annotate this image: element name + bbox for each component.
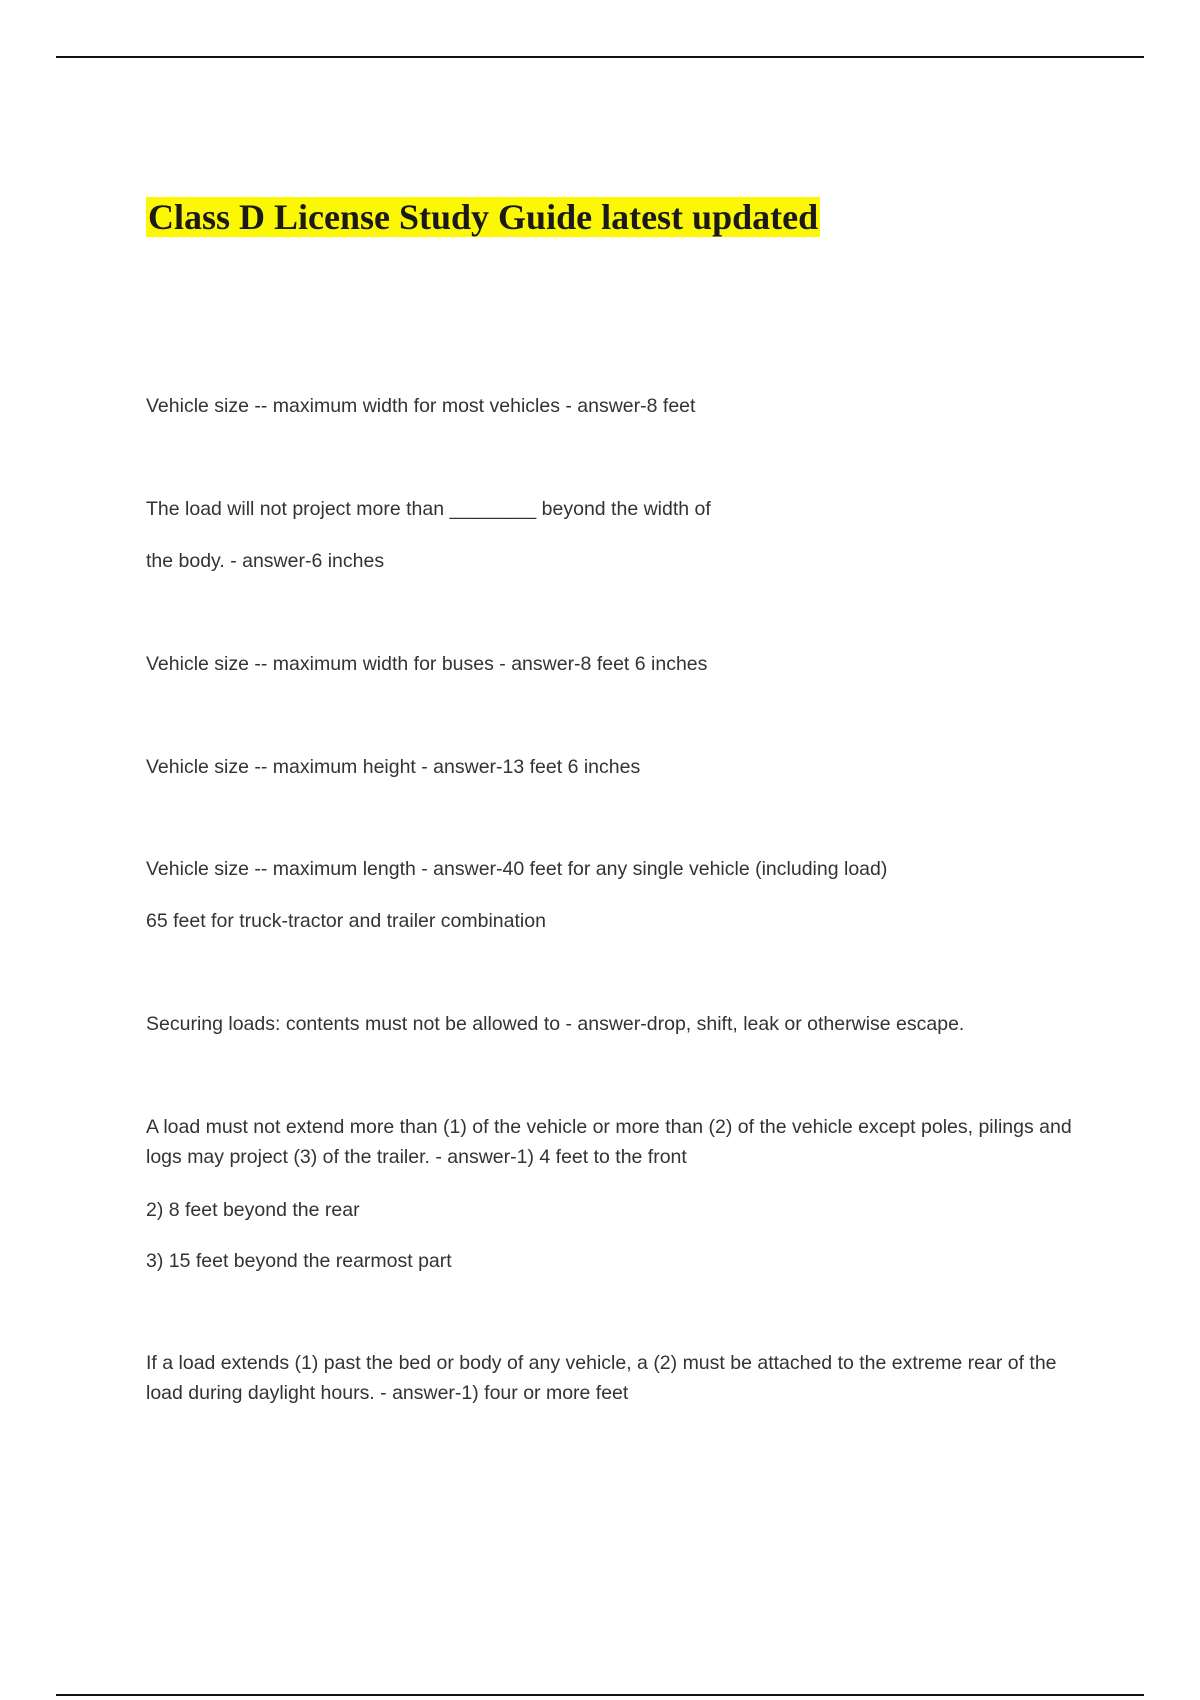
- entry-5-line-2: 65 feet for truck-tractor and trailer combination: [146, 910, 546, 932]
- top-rule: [56, 56, 1144, 58]
- page-title: [146, 194, 820, 240]
- entry-7-paragraph: A load must not extend more than (1) of the vehicle or more than (2) of the vehicle except poles, pilings and logs may project (3) of the trailer. - answer-1) 4 feet to the front: [146, 1116, 1072, 1168]
- entry-3-line-1: Vehicle size -- maximum width for buses - answer-8 feet 6 inches: [146, 653, 708, 675]
- entry-2-line-1: The load will not project more than ________ beyond the width of: [146, 498, 711, 520]
- page-title-highlight: Class D License Study Guide latest updated: [148, 197, 819, 237]
- entry-7-line-2: 2) 8 feet beyond the rear: [146, 1199, 360, 1221]
- entry-5-line-1: Vehicle size -- maximum length - answer-40 feet for any single vehicle (including load): [146, 858, 888, 880]
- bottom-rule: [56, 1694, 1144, 1696]
- entry-4-line-1: Vehicle size -- maximum height - answer-13 feet 6 inches: [146, 756, 641, 778]
- entry-6-line-1: Securing loads: contents must not be allowed to - answer-drop, shift, leak or otherwise escape.: [146, 1013, 965, 1035]
- entry-2-line-2: the body. - answer-6 inches: [146, 550, 385, 572]
- entry-8-paragraph: If a load extends (1) past the bed or body of any vehicle, a (2) must be attached to the extreme rear of the load during daylight hours. - answer-1) four or more feet: [146, 1352, 1057, 1404]
- entry-1-line-1: Vehicle size -- maximum width for most vehicles - answer-8 feet: [146, 395, 696, 417]
- entry-7-line-3: 3) 15 feet beyond the rearmost part: [146, 1250, 452, 1272]
